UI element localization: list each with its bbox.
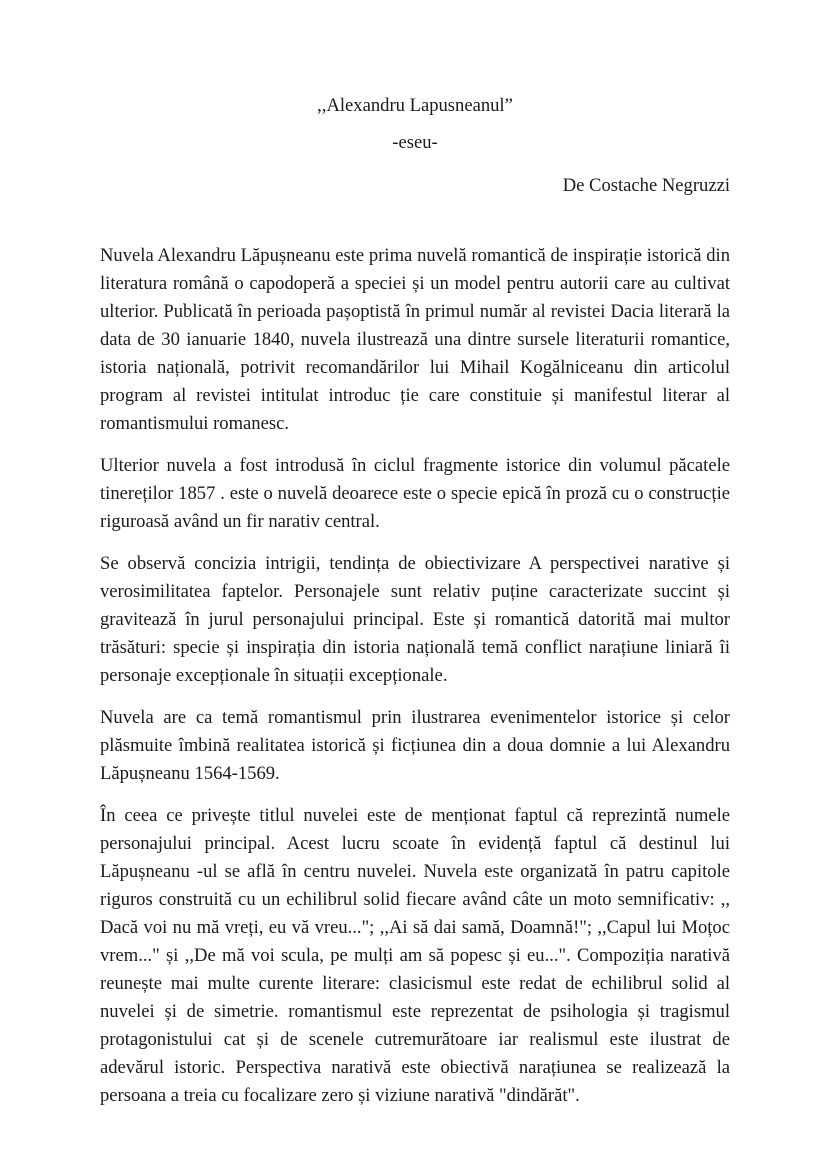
document-page — [100, 92, 730, 1124]
document-body — [100, 242, 730, 1110]
paragraph-intro: Nuvela Alexandru Lăpușneanu este prima nuvelă romantică de inspirație istorică din literatura română o capodoperă a speciei și un model pentru autorii care au cultivat ulterior. Publicată în perioada pașoptistă în primul număr al revistei Dacia literară la data de 30 ianuarie 1840, nuvela ilustrează una dintre sursele literaturii romantice, istoria națională, potrivit recomandărilor lui Mihail Kogălniceanu din articolul program al revistei intitulat introduc ție care constituie și manifestul literar al romantismului romanesc. — [100, 245, 730, 434]
paragraph-classification: Ulterior nuvela a fost introdusă în ciclul fragmente istorice din volumul păcatele tinereților 1857 . este o nuvelă deoarece este o specie epică în proză cu o construcție riguroasă având un fir narativ central. — [100, 455, 730, 532]
paragraph-title-structure: În ceea ce privește titlul nuvelei este de menționat faptul că reprezintă numele personajului principal. Acest lucru scoate în evidență faptul că destinul lui Lăpușneanu -ul se află în centru nuvelei. Nuvela este organizată în patru capitole riguros construită cu un echilibrul solid fiecare având câte un moto semnificativ: ,, Dacă voi nu mă vreți, eu vă vreu..."; ,,Ai să dai samă, Doamnă!"; ,,Capul lui Moțoc vrem..." și ,,De mă voi scula, pe mulți am să popesc și eu...". Compoziția narativă reunește mai multe curente literare: clasicismul este redat de echilibrul solid al nuvelei și de simetrie. romantismul este reprezentat de psihologia și tragismul protagonistului cat și de scenele cutremurătoare iar realismul este ilustrat de adevărul istoric. Perspectiva narativă este obiectivă narațiunea se realizează la persoana a treia cu focalizare zero și viziune narativă "dindărăt". — [100, 805, 730, 1106]
document-title: ,,Alexandru Lapusneanul” — [317, 95, 513, 116]
paragraph-romantic-traits: Se observă concizia intrigii, tendința de obiectivizare A perspectivei narative și verosimilitatea faptelor. Personajele sunt relativ puține caracterizate succint și gravitează în jurul personajului principal. Este și romantică datorită mai multor trăsături: specie și inspirația din istoria națională temă conflict narațiune liniară îi personaje excepționale în situații excepționale. — [100, 553, 730, 686]
paragraph-theme: Nuvela are ca temă romantismul prin ilustrarea evenimentelor istorice și celor plăsmuite îmbină realitatea istorică și ficțiunea din a doua domnie a lui Alexandru Lăpușneanu 1564-1569. — [100, 707, 730, 784]
document-subtitle: -eseu- — [392, 132, 438, 153]
document-author: De Costache Negruzzi — [562, 175, 730, 196]
